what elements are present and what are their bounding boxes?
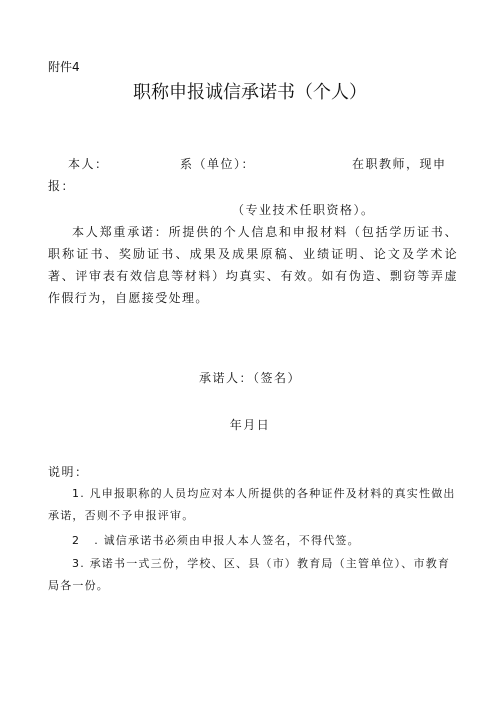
note-item-2 (48, 530, 458, 552)
signature-label: 承诺人：（签名） (198, 371, 301, 385)
notes-heading: 说明： (48, 465, 89, 479)
self-label: 本人： (68, 157, 109, 171)
report-label: 报： (48, 179, 76, 193)
qualification-text: （专业技术任职资格）。 (232, 203, 375, 217)
date-label: 年月日 (229, 418, 271, 432)
note-number: 1 (72, 487, 81, 500)
department-label: 系（单位）： (180, 157, 256, 171)
note-item-1 (48, 483, 458, 527)
attachment-label: 附件4 (48, 60, 80, 74)
note-text: . 凡申报职称的人员均应对本人所提供的各种证件及材料的真实性做出承诺，否则不予申报评审。 (48, 487, 456, 522)
note-text: . 诚信承诺书必须由申报人本人签名，不得代签。 (94, 534, 360, 547)
page-title: 职称申报诚信承诺书（个人） (133, 82, 367, 103)
note-number: 3 (72, 557, 81, 570)
note-item-3 (48, 553, 458, 597)
note-text: . 承诺书一式三份，学校、区、县（市）教育局（主管单位）、市教育局各一份。 (48, 557, 451, 592)
note-number: 2 (72, 534, 81, 547)
employed-text: 在职教师，现申 (352, 157, 447, 171)
pledge-paragraph: 本人郑重承诺：所提供的个人信息和申报材料（包括学历证书、职称证书、奖励证书、成果及成果原稿、业绩证明、论文及学术论著、评审表有效信息等材料）均真实、有效。如有伪造、剽窃等弄虚作假行为，自愿接受处理。 (48, 225, 458, 305)
